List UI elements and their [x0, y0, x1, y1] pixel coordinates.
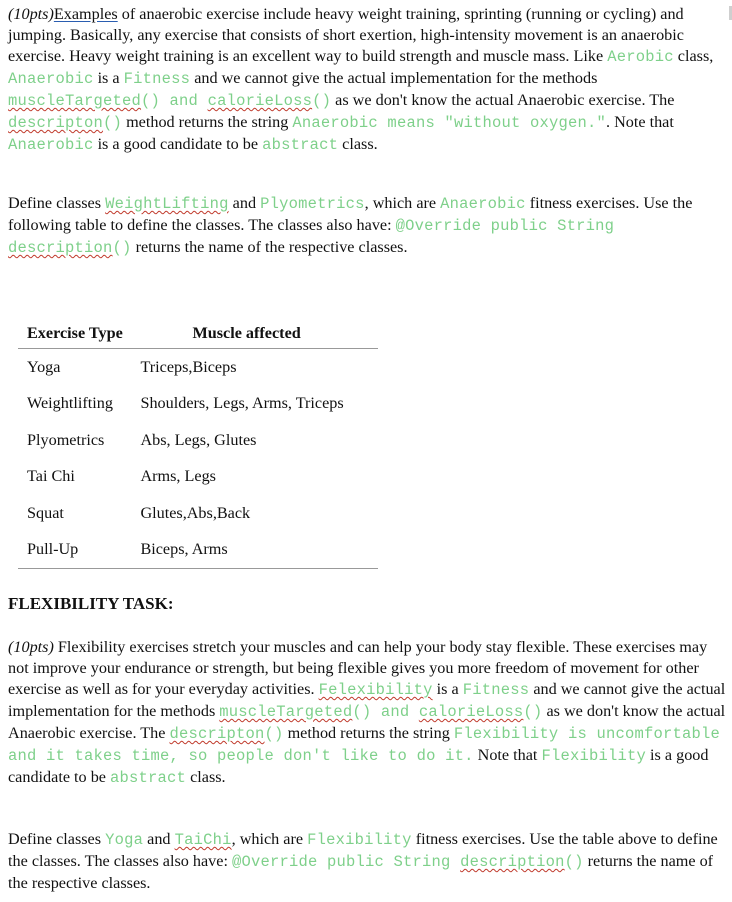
text: method returns the string — [283, 724, 454, 742]
header-exercise-type: Exercise Type — [18, 318, 140, 349]
text: , which are — [364, 194, 441, 212]
text: class, — [673, 47, 714, 65]
code-name: muscleTargeted — [219, 703, 353, 721]
text: and — [143, 830, 175, 848]
code-paren: () — [141, 92, 161, 110]
code-aerobic: Aerobic — [607, 48, 674, 66]
code-override: @Override public String — [395, 217, 615, 235]
code-muscle-targeted — [8, 92, 160, 110]
code-descripton — [170, 725, 284, 743]
text: as we don't know the actual Anaerobic exercise. The — [8, 702, 726, 742]
define-anaerobic-paragraph — [8, 193, 726, 259]
code-weightlifting: WeightLifting — [105, 195, 229, 213]
cell-exercise: Tai Chi — [27, 467, 75, 486]
text: . Note that — [605, 113, 674, 131]
cell-muscles: Arms, Legs — [140, 467, 216, 486]
code-yoga: Yoga — [105, 831, 144, 849]
code-and: and — [371, 703, 419, 721]
code-name: calorieLoss — [418, 703, 524, 721]
code-name: descripton — [169, 725, 265, 743]
text: returns the name of the respective classes. — [8, 852, 714, 892]
text: fitness exercises. Use the following table to define the classes. The classes also have: — [8, 194, 693, 234]
code-flexibility: Flexibility — [307, 831, 412, 849]
cell-muscles: Glutes,Abs,Back — [140, 503, 251, 522]
points-label: (10pts) — [8, 5, 54, 23]
table-row — [18, 532, 378, 569]
flexibility-heading: FLEXIBILITY TASK: — [8, 594, 174, 613]
code-description — [8, 239, 132, 257]
code-muscle-targeted — [219, 703, 371, 721]
define-flexibility-paragraph — [8, 829, 726, 894]
code-string: Flexibility is uncomfortable and it takes time, so people don't like to do it. — [8, 725, 720, 765]
cell-exercise: Plyometrics — [27, 430, 105, 449]
text: , which are — [231, 830, 308, 848]
code-flexibility: Flexibility — [541, 747, 646, 765]
code-paren: () — [523, 703, 543, 721]
cell-muscles: Shoulders, Legs, Arms, Triceps — [140, 394, 344, 413]
text: fitness exercises. Use the table above to define the classes. The classes also have: — [8, 830, 718, 870]
code-name: description — [8, 239, 113, 257]
code-anaerobic: Anaerobic — [8, 70, 94, 88]
examples-link[interactable]: Examples — [53, 5, 118, 23]
code-paren: () — [112, 239, 132, 257]
table-row — [18, 422, 378, 459]
code-descripton — [8, 114, 122, 132]
code-name: muscleTargeted — [8, 92, 142, 110]
cell-exercise: Pull-Up — [18, 532, 140, 569]
code-paren: () — [264, 725, 284, 743]
code-taichi: TaiChi — [174, 831, 232, 849]
code-felexibility: Felexibility — [318, 681, 433, 699]
text: is a — [93, 69, 124, 87]
code-paren: () — [564, 853, 584, 871]
cell-muscles: Abs, Legs, Glutes — [140, 430, 257, 449]
code-name: descripton — [8, 114, 104, 132]
text: and — [228, 194, 261, 212]
text: Flexibility exercises stretch your muscles and can help your body stay flexible. These exercises may not improve your endurance or strength, but being flexible gives you more freedom of movement for other exercise as well as for your everyday activities. — [8, 638, 708, 698]
table-row — [18, 459, 378, 496]
text: Define classes — [8, 830, 106, 848]
code-paren: () — [312, 92, 332, 110]
exercise-table — [18, 318, 378, 569]
text: and we cannot give the actual implementation for the methods — [8, 680, 726, 720]
code-plyometrics: Plyometrics — [260, 195, 365, 213]
flexibility-paragraph — [8, 637, 726, 789]
text: Define classes — [8, 194, 106, 212]
code-paren: () — [103, 114, 123, 132]
points-label: (10pts) — [8, 638, 54, 656]
code-fitness: Fitness — [123, 70, 191, 88]
code-abstract: abstract — [110, 769, 187, 787]
cell-exercise: Yoga — [27, 357, 61, 376]
code-description — [460, 853, 584, 871]
text: class. — [338, 135, 378, 153]
code-calorie-loss — [208, 92, 332, 110]
text: is a — [432, 680, 463, 698]
cell-exercise: Squat — [27, 503, 64, 522]
code-name: calorieLoss — [207, 92, 313, 110]
table-row — [18, 495, 378, 532]
code-fitness: Fitness — [462, 681, 530, 699]
cell-muscles: Biceps, Arms — [140, 532, 378, 569]
text: as we don't know the actual Anaerobic exercise. The — [331, 91, 675, 109]
code-paren: () — [352, 703, 372, 721]
text: returns the name of the respective classes. — [131, 238, 408, 256]
cell-muscles: Triceps,Biceps — [140, 357, 237, 376]
code-string: Anaerobic means "without oxygen." — [292, 114, 606, 132]
table-row — [18, 386, 378, 423]
cell-exercise: Weightlifting — [27, 394, 113, 413]
anaerobic-paragraph — [8, 4, 726, 156]
header-muscle-affected: Muscle affected — [140, 318, 378, 349]
code-override: @Override public String — [232, 853, 461, 871]
text: class. — [186, 768, 226, 786]
code-anaerobic: Anaerobic — [8, 136, 94, 154]
code-name: description — [460, 853, 565, 871]
code-abstract: abstract — [262, 136, 339, 154]
text: is a good candidate to be — [8, 746, 709, 786]
code-anaerobic: Anaerobic — [440, 195, 526, 213]
text: and we cannot give the actual implementation for the methods — [190, 69, 598, 87]
table-header-row — [18, 318, 378, 349]
code-calorie-loss — [419, 703, 543, 721]
text: Note that — [473, 746, 542, 764]
table-row — [18, 349, 378, 386]
code-and: and — [160, 92, 208, 110]
text: of anaerobic exercise include heavy weight training, sprinting (running or cycling) and jumping. Basically, any exercise that consists of short exertion, high-intensity movement is an anaerobic exercise. Heavy weight training is an excellent way to build strength and muscle mass. Like — [8, 5, 684, 65]
text: method returns the string — [122, 113, 293, 131]
text: is a good candidate to be — [93, 135, 263, 153]
